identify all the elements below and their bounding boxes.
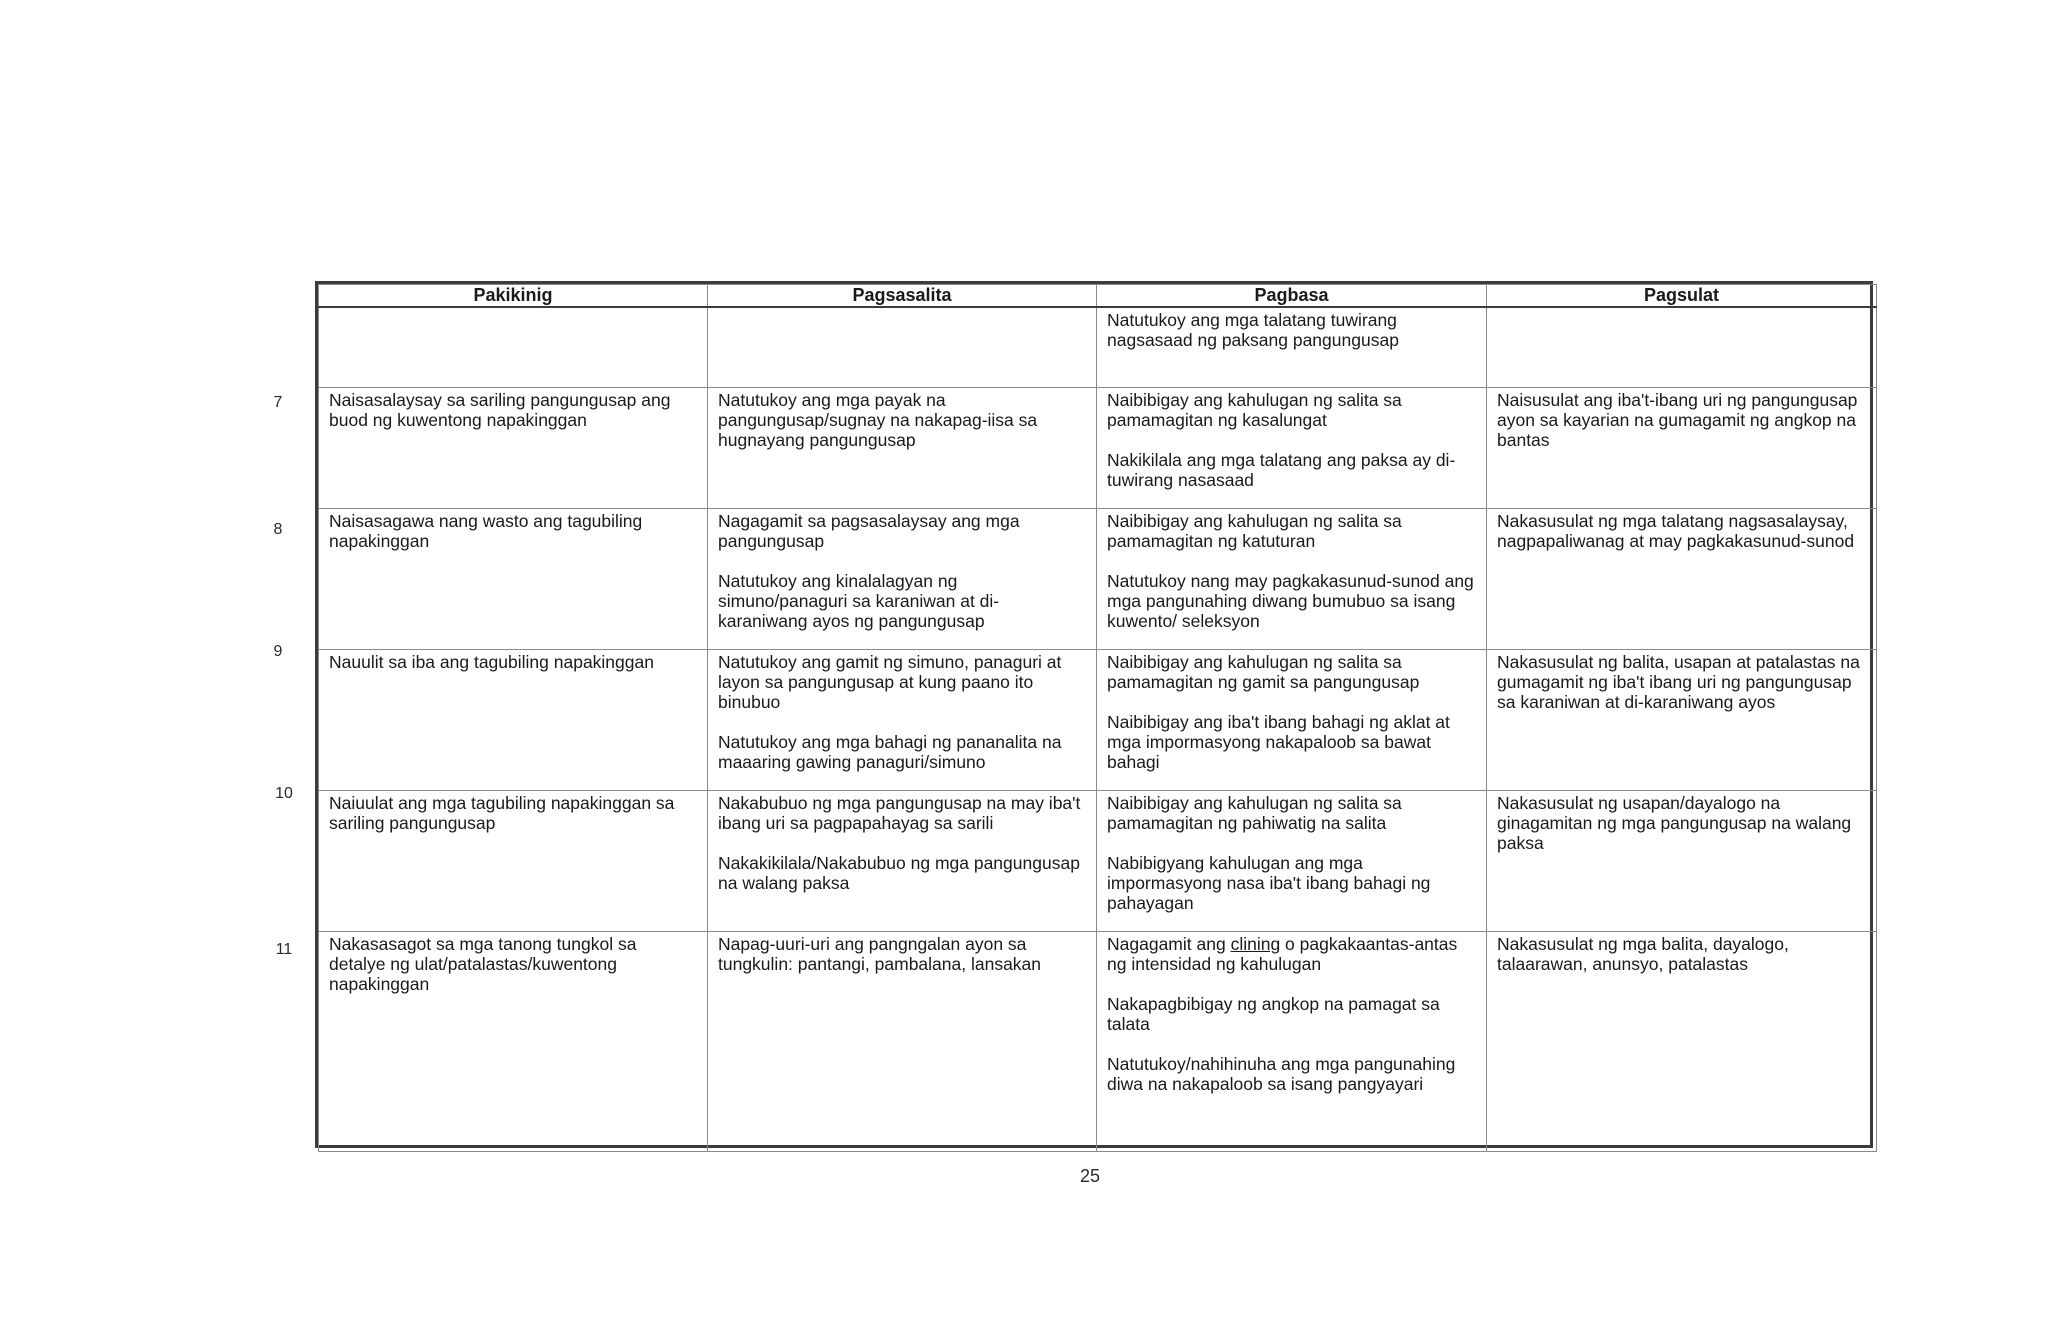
cell-text: Nakabubuo ng mga pangungusap na may iba't ibang uri sa pagpapahayag sa sarili <box>718 793 1081 833</box>
cell-text: Nakasusulat ng usapan/dayalogo na ginagamitan ng mga pangungusap na walang paksa <box>1497 793 1852 853</box>
cell-pagsasalita <box>708 791 1097 932</box>
cell-text: Nakapagbibigay ng angkop na pamagat sa talata <box>1107 994 1440 1034</box>
cell-text: Natutukoy ang mga talatang tuwirang nagsasaad ng paksang pangungusap <box>1107 309 1399 350</box>
cell-pakikinig <box>319 791 708 932</box>
row-number-9: 9 <box>273 643 283 660</box>
cell-pakikinig <box>319 509 708 650</box>
cell-text: Naibibigay ang kahulugan ng salita sa pamamagitan ng kasalungat <box>1107 390 1402 430</box>
cell-text: Nauulit sa iba ang tagubiling napakinggan <box>329 652 654 672</box>
cell-pagsulat <box>1487 307 1877 388</box>
cell-text: Naibibigay ang kahulugan ng salita sa pamamagitan ng gamit sa pangungusap <box>1107 652 1420 692</box>
cell-pakikinig <box>319 650 708 791</box>
cell-text: Natutukoy ang gamit ng simuno, panaguri at layon sa pangungusap at kung paano ito binubuo <box>718 652 1062 712</box>
table-row <box>319 932 1877 1152</box>
header-pagsulat: Pagsulat <box>1487 285 1877 307</box>
cell-text: Natutukoy ang mga payak na pangungusap/sugnay na nakapag-iisa sa hugnayang pangungusap <box>718 390 1038 450</box>
row-number-11: 11 <box>275 941 293 958</box>
cell-text: Naiuulat ang mga tagubiling napakinggan sa sariling pangungusap <box>329 793 675 833</box>
cell-pagbasa <box>1097 932 1487 1152</box>
cell-pagbasa <box>1097 388 1487 509</box>
cell-pagsulat <box>1487 932 1877 1152</box>
header-pagsasalita: Pagsasalita <box>708 285 1097 307</box>
table-row <box>319 791 1877 932</box>
cell-text: Natutukoy nang may pagkakasunud-sunod ang mga pangunahing diwang bumubuo sa isang kuwento/ seleksyon <box>1107 571 1474 631</box>
cell-text: Naisasagawa nang wasto ang tagubiling napakinggan <box>329 511 643 551</box>
cell-pagbasa <box>1097 307 1487 388</box>
cell-text: Nagagamit sa pagsasalaysay ang mga pangungusap <box>718 511 1020 551</box>
table-row <box>319 307 1877 388</box>
cell-pagsulat <box>1487 388 1877 509</box>
underlined-term: clining <box>1230 934 1281 954</box>
cell-text: Naisusulat ang iba't-ibang uri ng pangungusap ayon sa kayarian na gumagamit ng angkop na bantas <box>1497 390 1858 450</box>
cell-pagsulat <box>1487 650 1877 791</box>
cell-pagbasa <box>1097 791 1487 932</box>
cell-text: Naibibigay ang kahulugan ng salita sa pamamagitan ng pahiwatig na salita <box>1107 793 1402 833</box>
cell-text: Natutukoy ang mga bahagi ng pananalita na maaaring gawing panaguri/simuno <box>718 732 1062 772</box>
row-number-10: 10 <box>275 785 293 802</box>
text-run: o pagkakaantas-antas ng intensidad ng kahulugan <box>1107 934 1458 974</box>
cell-text: Nakasusulat ng mga talatang nagsasalaysay, nagpapaliwanag at may pagkakasunud-sunod <box>1497 511 1855 551</box>
row-number-7: 7 <box>273 394 283 411</box>
cell-pagsasalita <box>708 307 1097 388</box>
cell-text: Nakakikilala/Nakabubuo ng mga pangungusap na walang paksa <box>718 853 1080 893</box>
cell-pakikinig <box>319 932 708 1152</box>
table-row <box>319 509 1877 650</box>
cell-text: Natutukoy ang kinalalagyan ng simuno/panaguri sa karaniwan at di-karaniwang ayos ng pangungusap <box>718 571 1000 631</box>
competency-table <box>315 281 1873 1148</box>
cell-text: Napag-uuri-uri ang pangngalan ayon sa tungkulin: pantangi, pambalana, lansakan <box>718 934 1042 974</box>
cell-pagsulat <box>1487 791 1877 932</box>
cell-text: Naibibigay ang iba't ibang bahagi ng aklat at mga impormasyong nakapaloob sa bawat bahagi <box>1107 712 1450 772</box>
cell-pakikinig <box>319 388 708 509</box>
cell-text <box>1107 934 1476 974</box>
cell-pagbasa <box>1097 650 1487 791</box>
cell-text: Nabibigyang kahulugan ang mga impormasyong nasa iba't ibang bahagi ng pahayagan <box>1107 853 1431 913</box>
cell-text: Nakikilala ang mga talatang ang paksa ay di-tuwirang nasasaad <box>1107 450 1456 490</box>
cell-pagsasalita <box>708 388 1097 509</box>
cell-text: Nakasasagot sa mga tanong tungkol sa detalye ng ulat/patalastas/kuwentong napakinggan <box>329 934 637 994</box>
cell-pagsulat <box>1487 509 1877 650</box>
cell-text: Naibibigay ang kahulugan ng salita sa pamamagitan ng katuturan <box>1107 511 1402 551</box>
cell-pagsasalita <box>708 509 1097 650</box>
cell-text: Natutukoy/nahihinuha ang mga pangunahing diwa na nakapaloob sa isang pangyayari <box>1107 1054 1456 1094</box>
cell-pakikinig <box>319 307 708 388</box>
table-row <box>319 388 1877 509</box>
cell-pagbasa <box>1097 509 1487 650</box>
cell-pagsasalita <box>708 650 1097 791</box>
header-pakikinig: Pakikinig <box>319 285 708 307</box>
cell-pagsasalita <box>708 932 1097 1152</box>
page-number: 25 <box>1079 1166 1101 1186</box>
header-pagbasa: Pagbasa <box>1097 285 1487 307</box>
row-number-8: 8 <box>273 521 283 538</box>
cell-text: Nakasusulat ng balita, usapan at patalastas na gumagamit ng iba't ibang uri ng pangungusap sa karaniwan at di-karaniwang ayos <box>1497 652 1860 712</box>
cell-text: Nakasusulat ng mga balita, dayalogo, talaarawan, anunsyo, patalastas <box>1497 934 1789 974</box>
table-row <box>319 650 1877 791</box>
cell-text: Naisasalaysay sa sariling pangungusap ang buod ng kuwentong napakinggan <box>329 390 671 430</box>
text-run: Nagagamit ang <box>1107 934 1231 954</box>
